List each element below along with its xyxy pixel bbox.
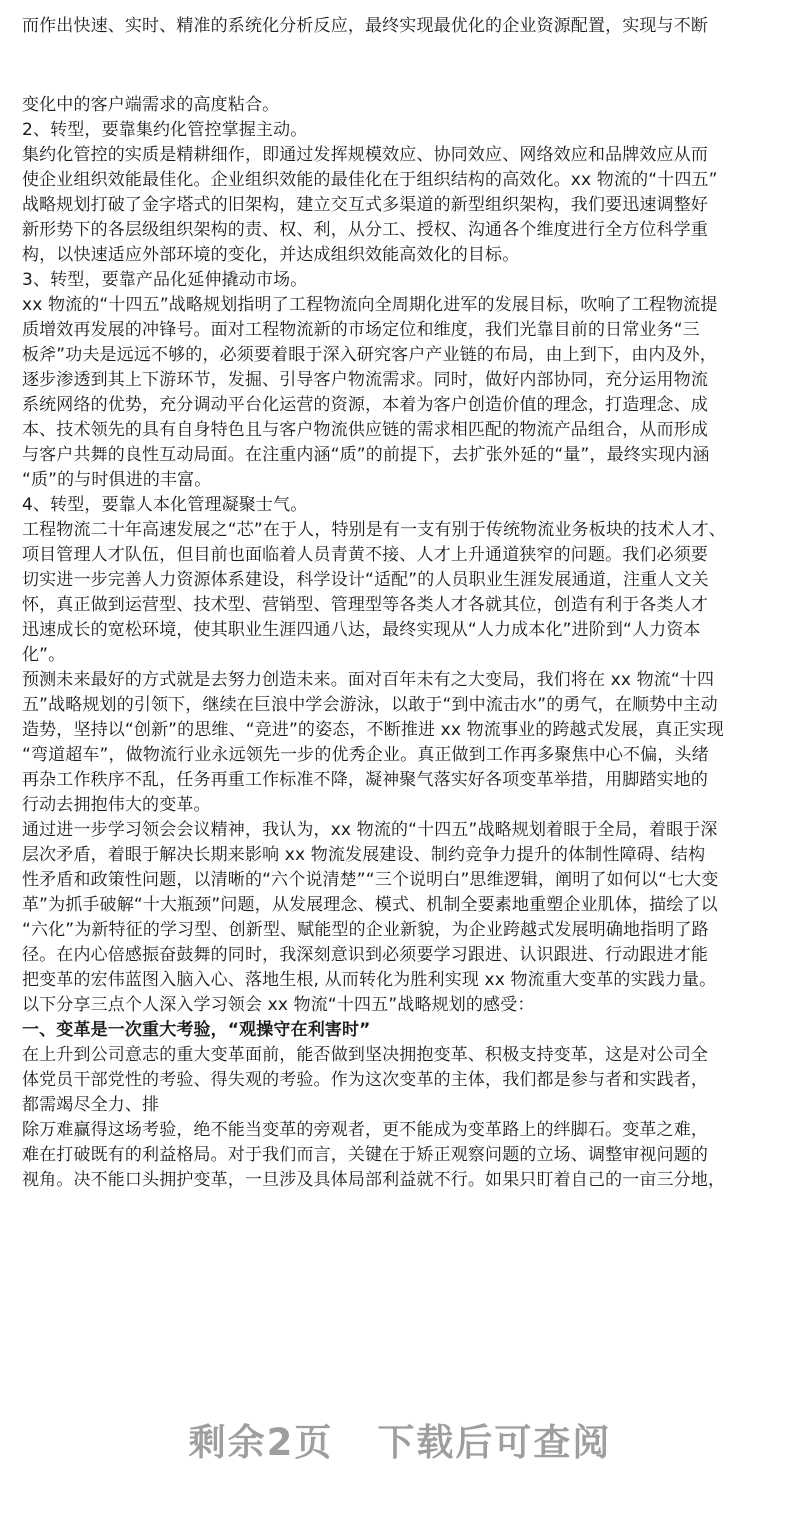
text-line: 战略规划打破了金字塔式的旧架构，建立交互式多渠道的新型组织架构，我们要迅速调整好 (22, 195, 708, 215)
text-line: 系统网络的优势，充分调动平台化运营的资源，本着为客户创造价值的理念，打造理念、成 (22, 395, 708, 415)
text-line: 预测未来最好的方式就是去努力创造未来。面对百年未有之大变局，我们将在 xx 物流“十四 (22, 670, 715, 690)
text-line: 集约化管控的实质是精耕细作，即通过发挥规模效应、协同效应、网络效应和品牌效应从而 (22, 145, 708, 165)
text-line: “质”的与时俱进的丰富。 (22, 470, 212, 490)
text-line: 行动去拥抱伟大的变革。 (22, 795, 211, 815)
text-line: 再杂工作秩序不乱，任务再重工作标准不降，凝神聚气落实好各项变革举措，用脚踏实地的 (22, 770, 708, 790)
download-to-read-label[interactable]: 下载后可查阅 (377, 1421, 612, 1464)
text-line: 切实进一步完善人力资源体系建设，科学设计“适配”的人员职业生涯发展通道，注重人文关 (22, 570, 709, 590)
section-heading: 3、转型，要靠产品化延伸撬动市场。 (22, 270, 308, 290)
text-line: “弯道超车”，做物流行业永远领先一步的优秀企业。真正做到工作再多聚焦中心不偏，头绪 (22, 745, 709, 765)
text-line: 而作出快速、实时、精准的系统化分析反应，最终实现最优化的企业资源配置，实现与不断 (22, 16, 708, 36)
section-heading: 4、转型，要靠人本化管理凝聚士气。 (22, 495, 308, 515)
text-line: 化”。 (22, 645, 66, 665)
text-line: 变化中的客户端需求的高度粘合。 (22, 95, 280, 115)
text-line: 视角。决不能口头拥护变革，一旦涉及具体局部利益就不行。如果只盯着自己的一亩三分地， (22, 1170, 726, 1190)
text-line: 在上升到公司意志的重大变革面前，能否做到坚决拥抱变革、积极支持变革，这是对公司全 (22, 1045, 708, 1065)
text-line: “六化”为新特征的学习型、创新型、赋能型的企业新貌，为企业跨越式发展明确地指明了路 (22, 920, 709, 940)
text-line: 除万难赢得这场考验，绝不能当变革的旁观者，更不能成为变革路上的绊脚石。变革之难， (22, 1120, 708, 1140)
text-line: 项目管理人才队伍，但目前也面临着人员青黄不接、人才上升通道狭窄的问题。我们必须要 (22, 545, 708, 565)
text-line: 与客户共舞的良性互动局面。在注重内涵“质”的前提下，去扩张外延的“量”，最终实现内涵 (22, 445, 710, 465)
chapter-heading: 一、变革是一次重大考验，“观操守在利害时” (22, 1020, 371, 1040)
text-line: 以下分享三点个人深入学习领会 xx 物流“十四五”战略规划的感受： (22, 995, 535, 1015)
download-prompt[interactable] (0, 1412, 800, 1466)
text-line: 造势，坚持以“创新”的思维、“竞进”的姿态，不断推进 xx 物流事业的跨越式发展，真正实现 (22, 720, 724, 740)
text-line: 径。在内心倍感振奋鼓舞的同时，我深刻意识到必须要学习跟进、认识跟进、行动跟进才能 (22, 945, 708, 965)
text-line: 革”为抓手破解“十大瓶颈”问题，从发展理念、模式、机制全要素地重塑企业肌体，描绘了以 (22, 895, 718, 915)
section-heading: 2、转型，要靠集约化管控掌握主动。 (22, 120, 308, 140)
text-line: 质增效再发展的冲锋号。面对工程物流新的市场定位和维度，我们光靠目前的日常业务“三 (22, 320, 700, 340)
text-line: 把变革的宏伟蓝图入脑入心、落地生根, 从而转化为胜利实现 xx 物流重大变革的实践力量。 (22, 970, 717, 990)
text-line: 新形势下的各层级组织架构的责、权、利，从分工、授权、沟通各个维度进行全方位科学重 (22, 220, 708, 240)
text-line: 怀，真正做到运营型、技术型、营销型、管理型等各类人才各就其位，创造有利于各类人才 (22, 595, 708, 615)
text-line: 板斧”功夫是远远不够的，必须要着眼于深入研究客户产业链的布局，由上到下，由内及外， (22, 345, 717, 365)
text-line: 逐步渗透到其上下游环节，发掘、引导客户物流需求。同时，做好内部协同，充分运用物流 (22, 370, 708, 390)
text-line: xx 物流的“十四五”战略规划指明了工程物流向全周期化进军的发展目标，吹响了工程物流提 (22, 295, 718, 315)
text-line: 体党员干部党性的考验、得失观的考验。作为这次变革的主体，我们都是参与者和实践者， (22, 1070, 708, 1090)
text-line: 迅速成长的宽松环境，使其职业生涯四通八达，最终实现从“人力成本化”进阶到“人力资本 (22, 620, 701, 640)
text-line: 通过进一步学习领会会议精神，我认为，xx 物流的“十四五”战略规划着眼于全局，着眼于深 (22, 820, 718, 840)
text-line: 工程物流二十年高速发展之“芯”在于人，特别是有一支有别于传统物流业务板块的技术人才、 (22, 520, 726, 540)
text-line: 都需竭尽全力、排 (22, 1095, 160, 1115)
text-line: 层次矛盾，着眼于解决长期来影响 xx 物流发展建设、制约竞争力提升的体制性障碍、结构 (22, 845, 706, 865)
remaining-pages-label: 剩余2页 (188, 1421, 334, 1464)
text-line: 使企业组织效能最佳化。企业组织效能的最佳化在于组织结构的高效化。xx 物流的“十四五” (22, 170, 718, 190)
text-line: 性矛盾和政策性问题，以清晰的“六个说清楚”“三个说明白”思维逻辑，阐明了如何以“七大变 (22, 870, 719, 890)
text-line: 五”战略规划的引领下，继续在巨浪中学会游泳，以敢于“到中流击水”的勇气，在顺势中主动 (22, 695, 718, 715)
text-line: 本、技术领先的具有自身特色且与客户物流供应链的需求相匹配的物流产品组合，从而形成 (22, 420, 708, 440)
text-line: 难在打破既有的利益格局。对于我们而言，关键在于矫正观察问题的立场、调整审视问题的 (22, 1145, 708, 1165)
text-line: 构，以快速适应外部环境的变化，并达成组织效能高效化的目标。 (22, 245, 520, 265)
